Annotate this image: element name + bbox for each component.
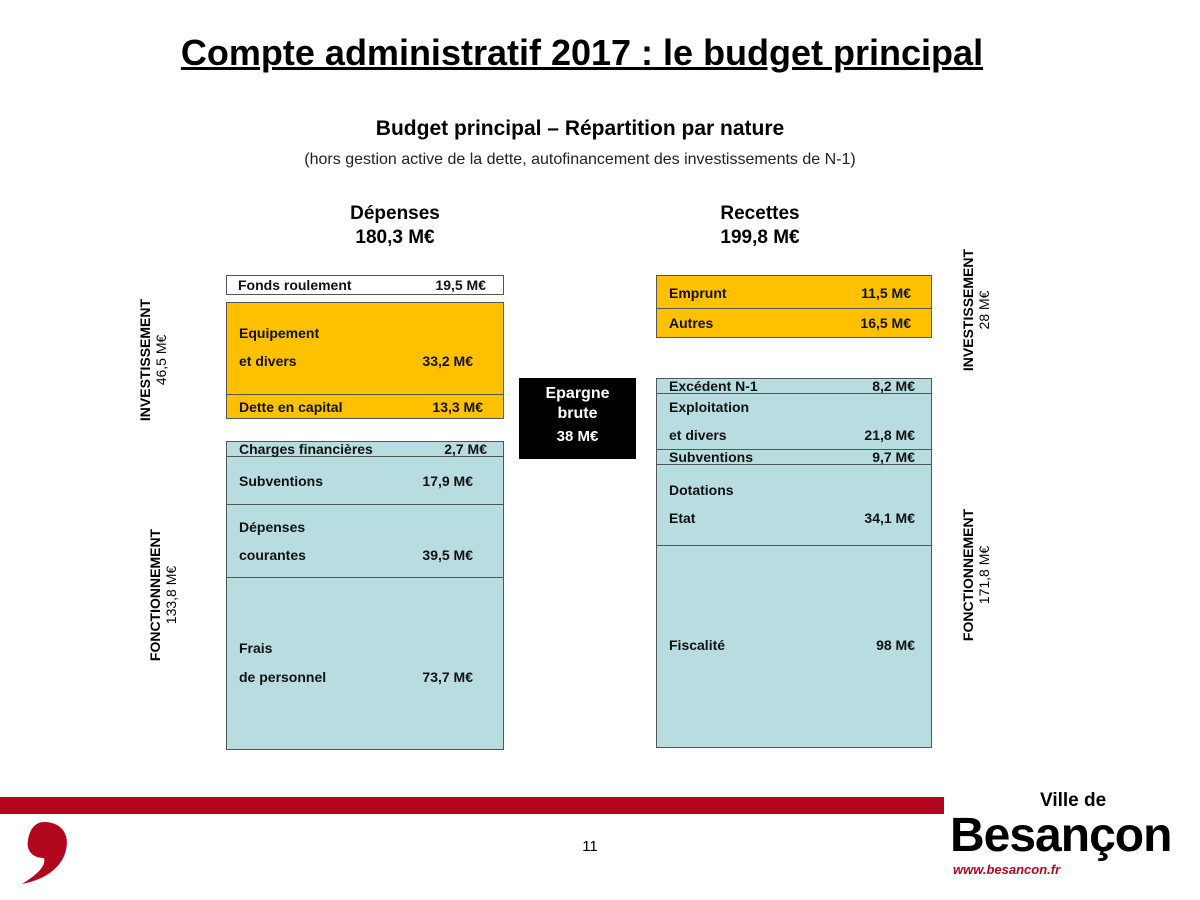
rec-autres	[657, 309, 931, 339]
brand-comma-icon	[14, 818, 74, 888]
slide-title: Compte administratif 2017 : le budget principal	[180, 32, 984, 73]
recettes-investissement-label: INVESTISSEMENT	[960, 248, 976, 372]
recettes-investissement-total: 28 M€	[976, 290, 992, 330]
logo-besancon: Besançon	[950, 809, 1172, 862]
chart-subtitle: (hors gestion active de la dette, autofinancement des investissements de N-1)	[304, 151, 856, 168]
recettes-investissement-side	[960, 220, 1000, 400]
rec-emprunt-value: 11,5 M€	[861, 285, 911, 301]
rec-fonctionnement-block	[656, 378, 932, 748]
depenses-fonctionnement-label: FONCTIONNEMENT	[147, 528, 163, 662]
rec-dotations	[657, 465, 931, 546]
dep-charges-financieres-label: Charges financières	[239, 441, 373, 457]
footer-bar	[0, 797, 944, 814]
depenses-investissement-total: 46,5 M€	[153, 334, 169, 386]
rec-fiscalite-label: Fiscalité	[669, 637, 726, 653]
recettes-fonctionnement-total: 171,8 M€	[976, 545, 992, 605]
rec-excedent-label: Excédent N-1	[669, 378, 758, 394]
rec-investissement-block	[656, 275, 932, 338]
rec-subventions-label: Subventions	[669, 449, 754, 465]
dep-fonds-roulement-value: 19,5 M€	[435, 277, 486, 293]
rec-exploitation-label-1: Exploitation	[669, 399, 750, 415]
dep-frais-personnel-label-1: Frais	[239, 640, 273, 656]
dep-equipement-label-2: et divers	[239, 353, 297, 369]
dep-fonds-roulement-label: Fonds roulement	[238, 277, 352, 293]
rec-dotations-value: 34,1 M€	[864, 510, 915, 526]
dep-depenses-courantes-label-2: courantes	[239, 547, 306, 563]
rec-emprunt	[657, 276, 931, 309]
dep-dette-capital-value: 13,3 M€	[432, 399, 483, 415]
rec-excedent-value: 8,2 M€	[872, 378, 915, 394]
rec-exploitation	[657, 394, 931, 450]
dep-fonctionnement-block	[226, 441, 504, 750]
dep-subventions	[227, 457, 503, 505]
dep-charges-financieres	[227, 442, 503, 457]
recettes-total: 199,8 M€	[720, 227, 800, 248]
dep-dette-capital	[227, 395, 503, 420]
rec-exploitation-value: 21,8 M€	[864, 427, 915, 443]
rec-subventions-value: 9,7 M€	[872, 449, 915, 465]
recettes-heading	[665, 202, 855, 250]
depenses-heading-label: Dépenses	[350, 203, 440, 224]
depenses-fonctionnement-total: 133,8 M€	[163, 565, 179, 625]
recettes-heading-label: Recettes	[720, 203, 800, 224]
dep-equipement	[227, 303, 503, 395]
depenses-investissement-side	[137, 270, 177, 450]
logo-ville-de: Ville de	[1040, 790, 1107, 811]
dep-depenses-courantes-value: 39,5 M€	[422, 547, 473, 563]
depenses-investissement-label: INVESTISSEMENT	[137, 298, 153, 422]
chart-title: Budget principal – Répartition par nature	[375, 117, 785, 140]
dep-depenses-courantes	[227, 505, 503, 578]
epargne-label-1: Epargne	[545, 385, 610, 402]
recettes-fonctionnement-side	[960, 490, 1000, 660]
rec-excedent	[657, 379, 931, 394]
dep-frais-personnel-label-2: de personnel	[239, 669, 327, 685]
dep-frais-personnel-value: 73,7 M€	[422, 669, 473, 685]
dep-subventions-value: 17,9 M€	[422, 473, 473, 489]
dep-fonds-roulement	[226, 275, 504, 295]
dep-subventions-label: Subventions	[239, 473, 324, 489]
logo-url: www.besancon.fr	[953, 862, 1061, 877]
epargne-value: 38 M€	[556, 428, 599, 445]
dep-depenses-courantes-label-1: Dépenses	[239, 519, 306, 535]
page-number: 11	[582, 838, 598, 855]
dep-frais-personnel	[227, 578, 503, 751]
dep-equipement-value: 33,2 M€	[422, 353, 473, 369]
rec-fiscalite	[657, 546, 931, 749]
depenses-total: 180,3 M€	[355, 227, 435, 248]
dep-charges-financieres-value: 2,7 M€	[444, 441, 487, 457]
depenses-fonctionnement-side	[147, 510, 187, 680]
dep-equipement-label-1: Equipement	[239, 325, 320, 341]
rec-subventions	[657, 450, 931, 465]
rec-dotations-label-2: Etat	[669, 510, 696, 526]
rec-dotations-label-1: Dotations	[669, 482, 734, 498]
dep-dette-capital-label: Dette en capital	[239, 399, 343, 415]
dep-investissement-block	[226, 302, 504, 419]
rec-emprunt-label: Emprunt	[669, 285, 727, 301]
recettes-fonctionnement-label: FONCTIONNEMENT	[960, 508, 976, 642]
rec-autres-value: 16,5 M€	[860, 315, 911, 331]
depenses-heading	[300, 202, 490, 250]
rec-fiscalite-value: 98 M€	[876, 637, 915, 653]
rec-autres-label: Autres	[669, 315, 714, 331]
epargne-brute	[519, 378, 636, 459]
rec-exploitation-label-2: et divers	[669, 427, 727, 443]
epargne-label-2: brute	[557, 405, 598, 422]
